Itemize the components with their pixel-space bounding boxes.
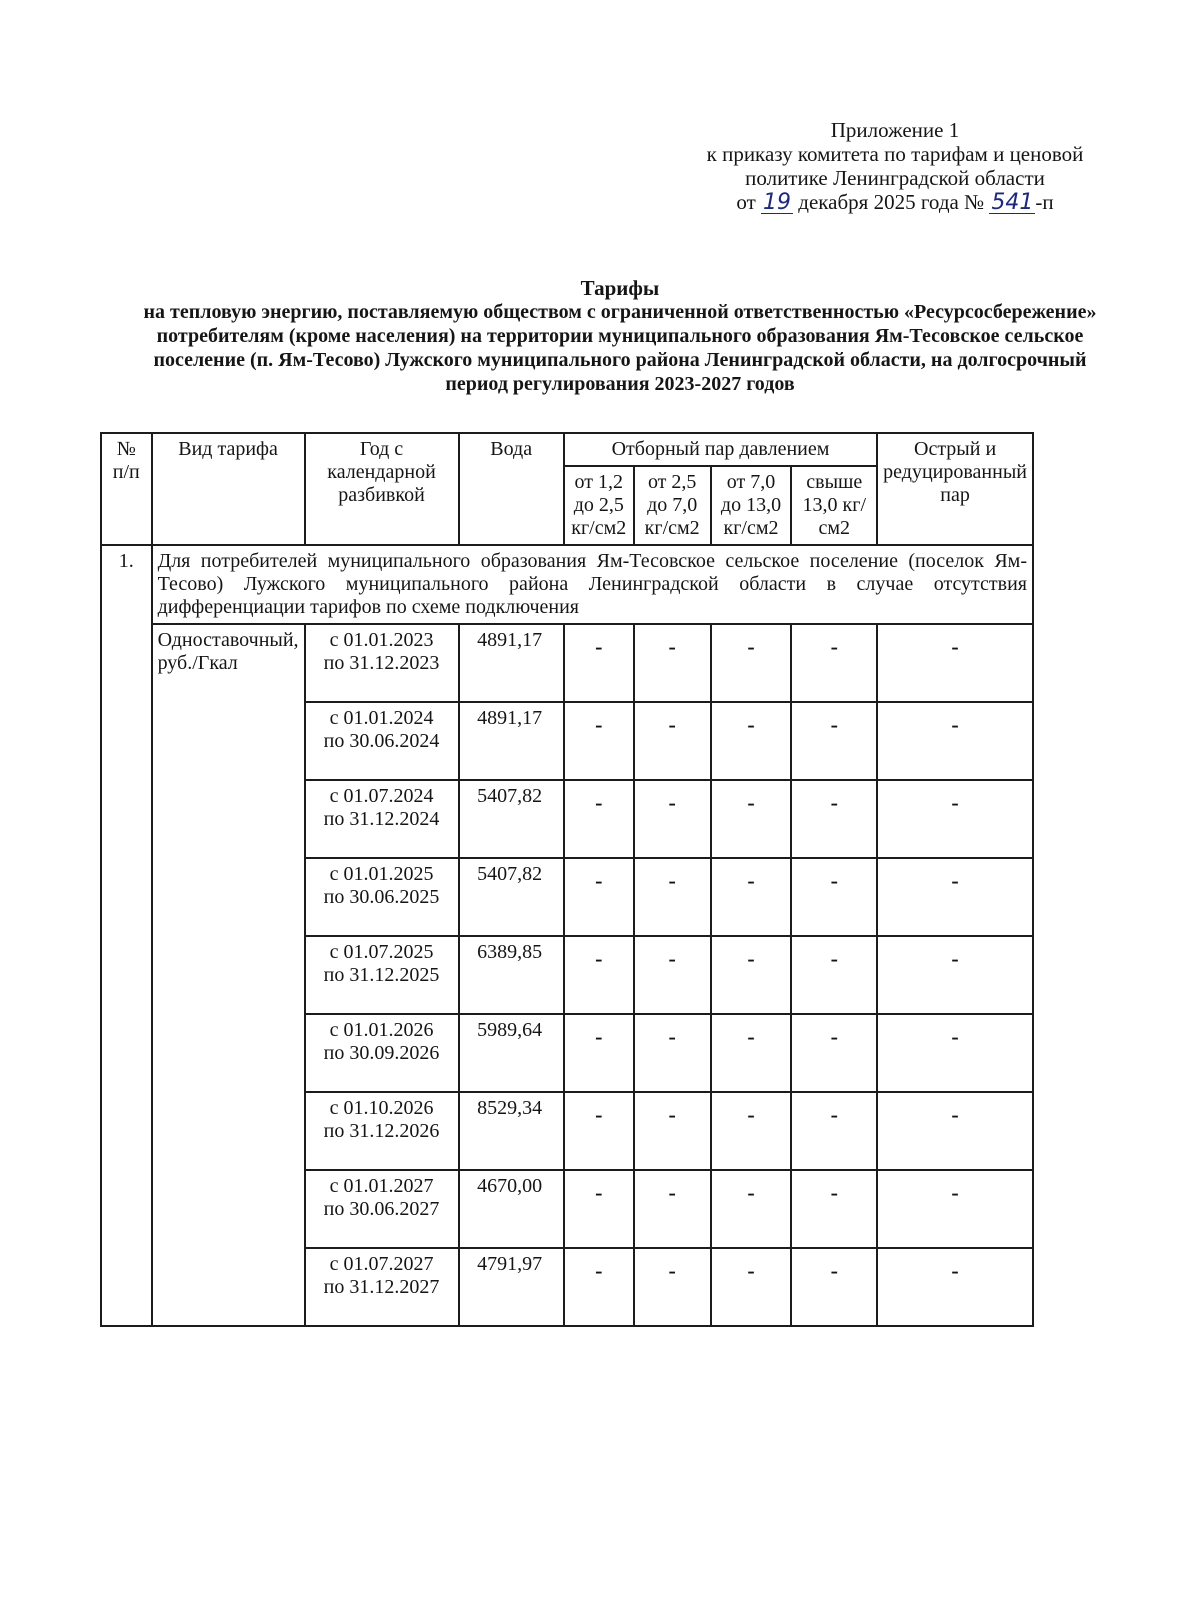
table-row [101,624,1033,702]
pressure-2-value: - [634,1248,711,1326]
period-cell [305,1092,459,1170]
pressure-3-value: - [711,1248,792,1326]
document-heading [120,276,1120,396]
pressure-2-value: - [634,1170,711,1248]
pressure-3-value: - [711,1092,792,1170]
period-from: с 01.07.2025 [329,941,434,963]
section-description: Для потребителей муниципального образования Ям-Тесовское сельское поселение (поселок Ям-Тесово) Лужского муниципального района Ленинградской области в случае отсутствия дифференциации тарифов по схеме подключения [152,545,1033,624]
pressure-4-value: - [791,780,877,858]
number-suffix: -п [1035,190,1054,214]
pressure-4-value: - [791,1248,877,1326]
period-cell [305,1014,459,1092]
period-to: по 30.06.2025 [323,886,440,908]
pressure-2-value: - [634,702,711,780]
pressure-2-value: - [634,936,711,1014]
water-value: 4670,00 [459,1170,564,1248]
pressure-1-value: - [564,1248,634,1326]
pressure-4-value: - [791,858,877,936]
pressure-3-value: - [711,780,792,858]
period-to: по 31.12.2025 [323,964,440,986]
pressure-3-value: - [711,1170,792,1248]
period-to: по 31.12.2023 [323,652,440,674]
appendix-line-1: к приказу комитета по тарифам и ценовой [706,142,1084,166]
tariff-table [100,432,1034,1327]
period-cell [305,1170,459,1248]
pressure-3-value: - [711,624,792,702]
header-water: Вода [459,433,564,545]
period-cell [305,1248,459,1326]
header-pressure-3: от 7,0 до 13,0 кг/см2 [711,466,792,545]
pressure-4-value: - [791,1014,877,1092]
live-steam-value: - [877,936,1033,1014]
pressure-3-value: - [711,858,792,936]
pressure-4-value: - [791,702,877,780]
order-date-line [660,190,1130,214]
header-pressure-1: от 1,2 до 2,5 кг/см2 [564,466,634,545]
header-num: № п/п [101,433,152,545]
period-to: по 30.09.2026 [323,1042,440,1064]
date-prefix: от [736,190,756,214]
period-from: с 01.10.2026 [329,1097,434,1119]
pressure-3-value: - [711,702,792,780]
period-from: с 01.01.2026 [329,1019,434,1041]
period-cell [305,936,459,1014]
live-steam-value: - [877,1170,1033,1248]
water-value: 4891,17 [459,624,564,702]
date-rest: декабря 2025 года № [798,190,985,214]
live-steam-value: - [877,858,1033,936]
live-steam-value: - [877,780,1033,858]
appendix-line-2: политике Ленинградской области [745,166,1045,190]
pressure-2-value: - [634,1092,711,1170]
period-to: по 31.12.2027 [323,1276,440,1298]
period-cell [305,702,459,780]
period-to: по 31.12.2026 [323,1120,440,1142]
period-from: с 01.01.2025 [329,863,434,885]
pressure-4-value: - [791,1092,877,1170]
handwritten-number: 541 [991,190,1034,215]
period-to: по 31.12.2024 [323,808,440,830]
period-from: с 01.01.2023 [329,629,434,651]
live-steam-value: - [877,702,1033,780]
header-type: Вид тарифа [152,433,305,545]
pressure-4-value: - [791,1170,877,1248]
handwritten-day: 19 [763,190,792,215]
period-cell [305,780,459,858]
pressure-1-value: - [564,1014,634,1092]
water-value: 4791,97 [459,1248,564,1326]
header-live-steam: Острый и редуцированный пар [877,433,1033,545]
pressure-2-value: - [634,624,711,702]
header-year: Год с календарной разбивкой [305,433,459,545]
pressure-3-value: - [711,1014,792,1092]
pressure-1-value: - [564,624,634,702]
pressure-2-value: - [634,858,711,936]
appendix-title: Приложение 1 [830,118,960,142]
water-value: 4891,17 [459,702,564,780]
water-value: 6389,85 [459,936,564,1014]
water-value: 5407,82 [459,780,564,858]
pressure-1-value: - [564,936,634,1014]
document-subtitle: на тепловую энергию, поставляемую обществом с ограниченной ответственностью «Ресурсосбережение» потребителям (кроме населения) на территории муниципального образования Ям-Тесовское сельское поселение (п. Ям-Тесово) Лужского муниципального района Ленинградской области, на долгосрочный период регулирования 2023-2027 годов [143,301,1097,395]
pressure-4-value: - [791,936,877,1014]
live-steam-value: - [877,624,1033,702]
pressure-1-value: - [564,1170,634,1248]
period-from: с 01.07.2027 [329,1253,434,1275]
pressure-1-value: - [564,1092,634,1170]
water-value: 5989,64 [459,1014,564,1092]
section-number: 1. [101,545,152,1326]
header-pressure-2: от 2,5 до 7,0 кг/см2 [634,466,711,545]
pressure-1-value: - [564,702,634,780]
period-cell [305,624,459,702]
live-steam-value: - [877,1014,1033,1092]
water-value: 5407,82 [459,858,564,936]
period-cell [305,858,459,936]
pressure-2-value: - [634,780,711,858]
water-value: 8529,34 [459,1092,564,1170]
period-to: по 30.06.2024 [323,730,440,752]
period-from: с 01.07.2024 [329,785,434,807]
period-to: по 30.06.2027 [323,1198,440,1220]
pressure-4-value: - [791,624,877,702]
appendix-header [660,118,1130,214]
header-steam-group: Отборный пар давлением [564,433,877,466]
live-steam-value: - [877,1092,1033,1170]
document-title: Тарифы [580,276,660,300]
period-from: с 01.01.2024 [329,707,434,729]
pressure-2-value: - [634,1014,711,1092]
header-pressure-4: свыше 13,0 кг/см2 [791,466,877,545]
header-row-1 [101,433,1033,466]
pressure-1-value: - [564,780,634,858]
pressure-1-value: - [564,858,634,936]
period-from: с 01.01.2027 [329,1175,434,1197]
pressure-3-value: - [711,936,792,1014]
tariff-type: Одноставочный, руб./Гкал [152,624,305,1326]
live-steam-value: - [877,1248,1033,1326]
section-row [101,545,1033,624]
